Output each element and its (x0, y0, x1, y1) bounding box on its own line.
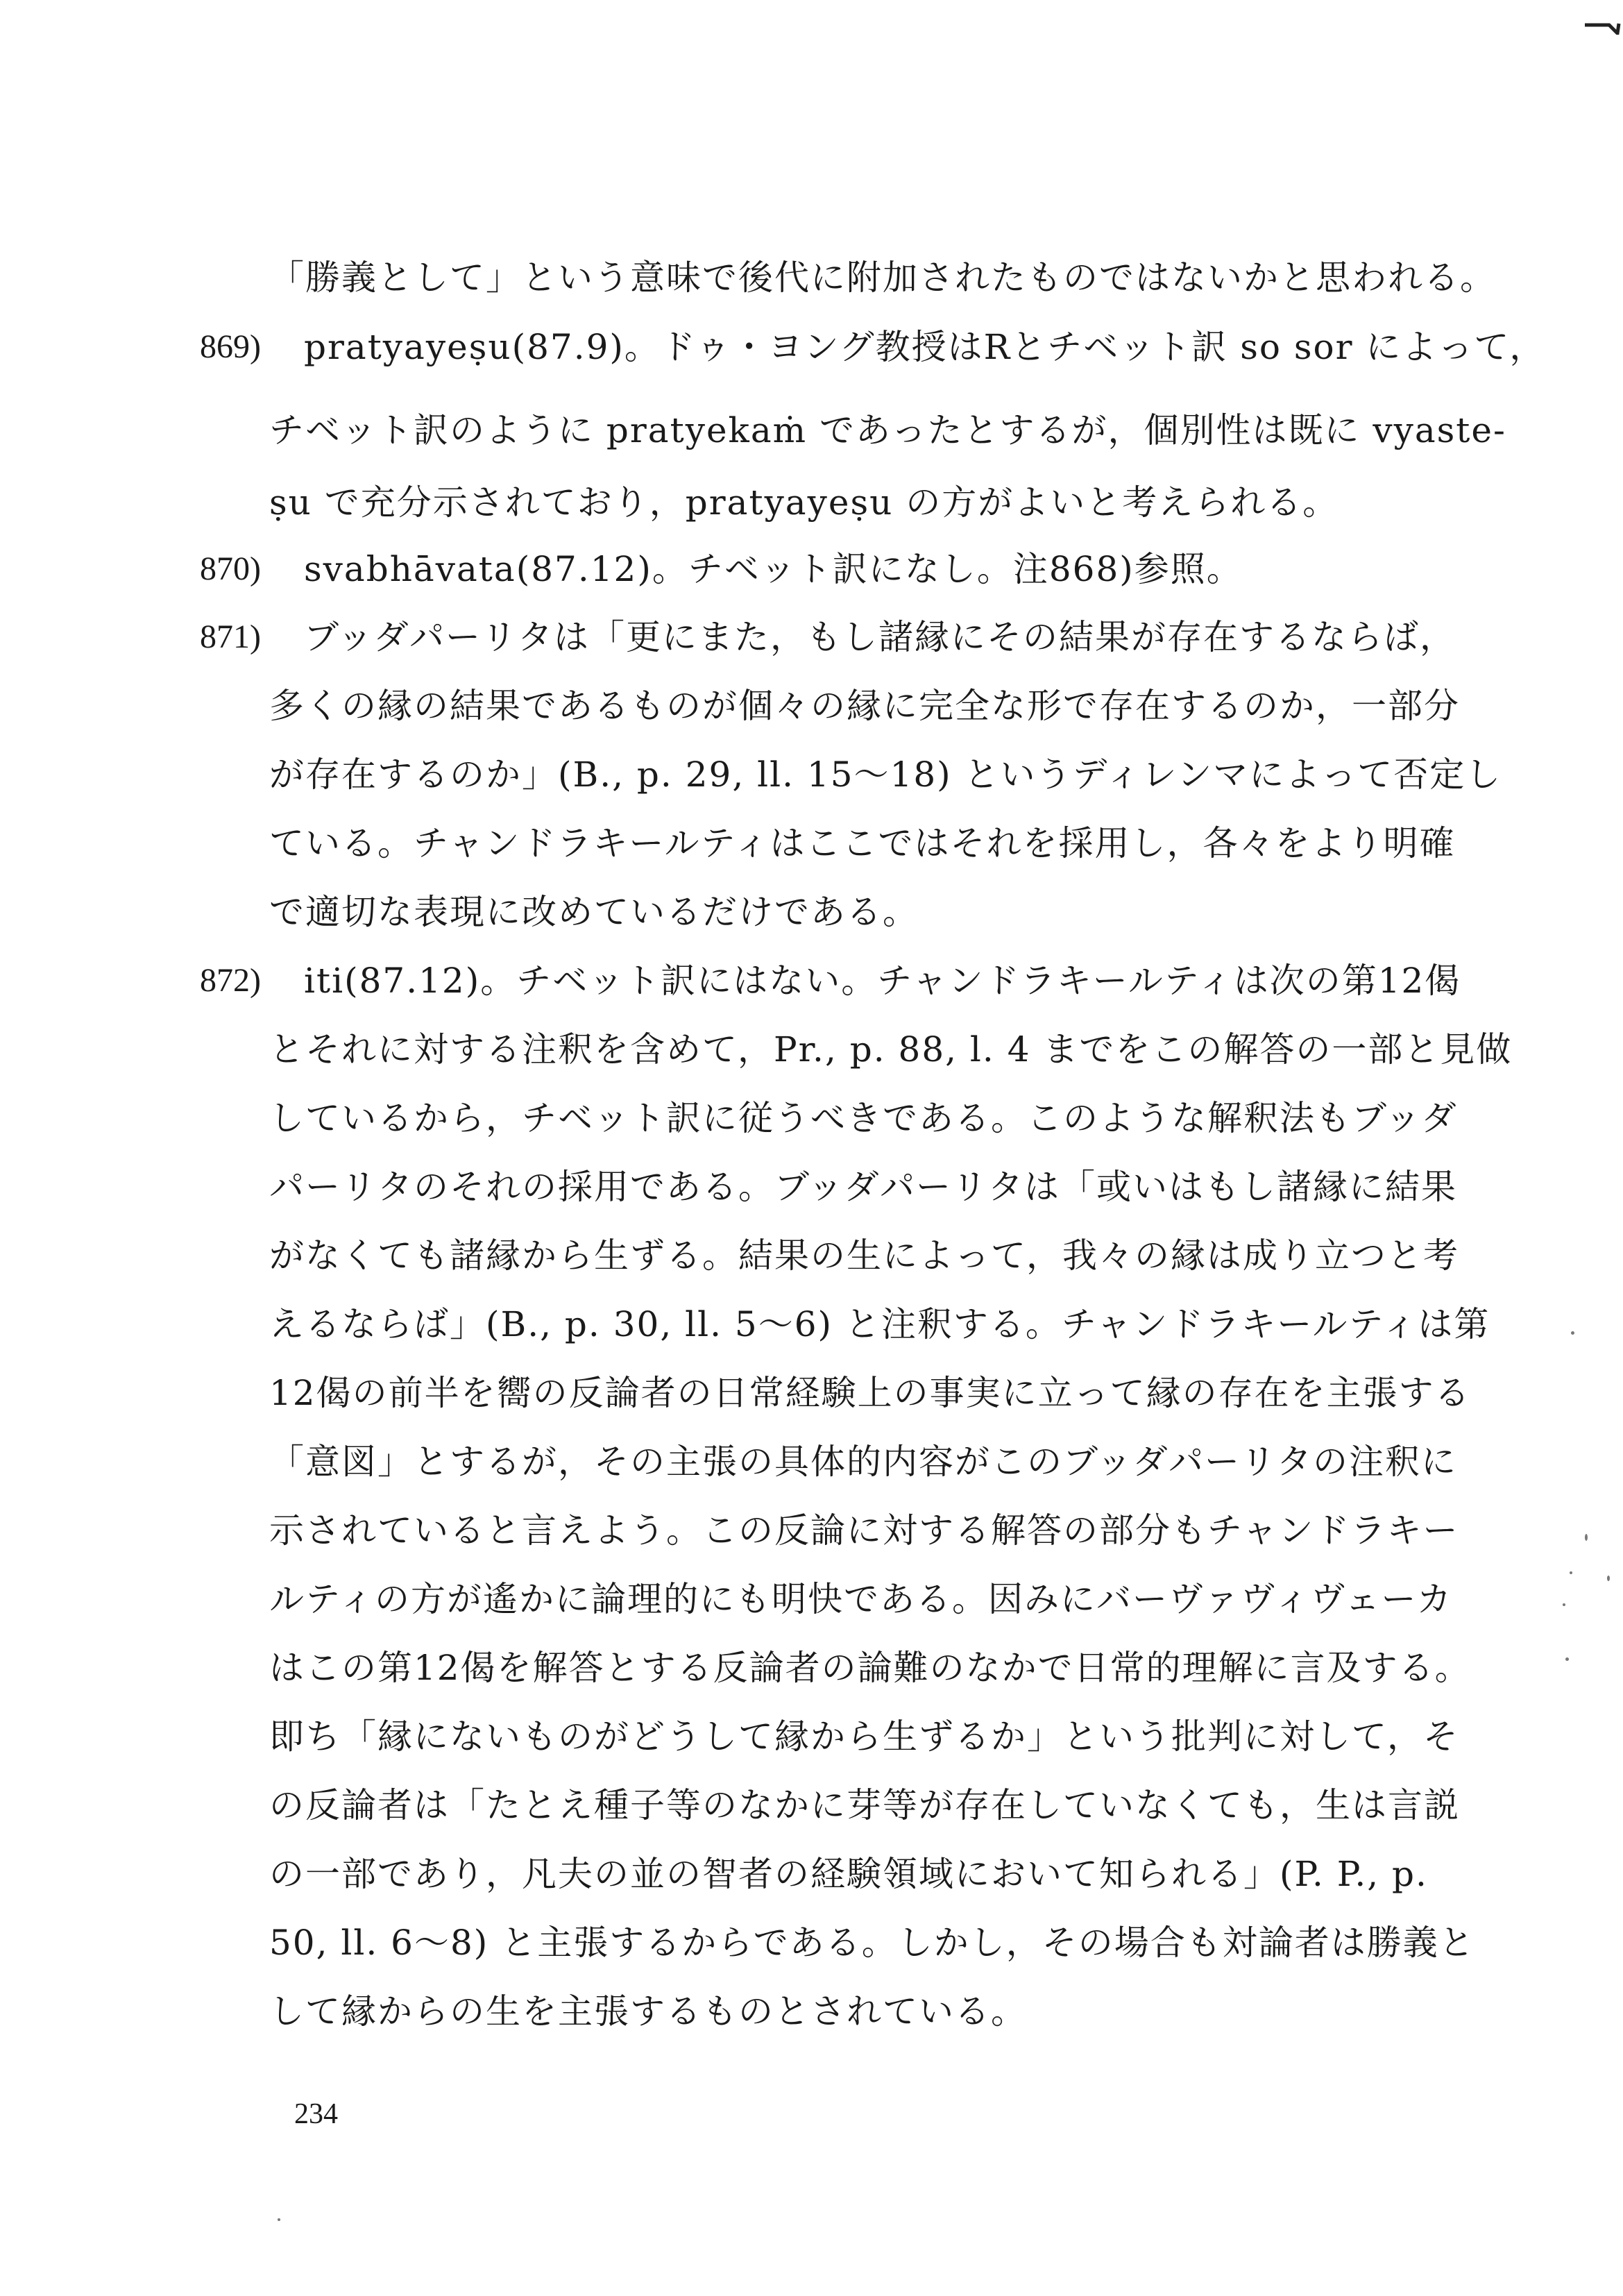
note-number-870: 870) (200, 550, 261, 587)
note-872-line-7: 12偈の前半を嚮の反論者の日常経験上の事実に立って縁の存在を主張する (269, 1373, 1471, 1413)
note-872-line-10: ルティの方が遙かに論理的にも明快である。因みにバーヴァヴィヴェーカ (269, 1579, 1453, 1619)
note-871-line-1: ブッダパーリタは「更にまた，もし諸縁にその結果が存在するならば， (304, 617, 1456, 657)
note-872-line-6: えるならば」(B., p. 30, ll. 5～6) と注釈する。チャンドラキールティは第 (269, 1304, 1490, 1344)
note-871-line-5: で適切な表現に改めているだけである。 (269, 892, 919, 932)
note-871-line-3: が存在するのか」(B., p. 29, ll. 15～18) というディレンマによって否定し (269, 754, 1502, 795)
note-872-line-5: がなくても諸縁から生ずる。結果の生によって，我々の縁は成り立つと考 (269, 1235, 1459, 1276)
note-872-line-16: して縁からの生を主張するものとされている。 (269, 1991, 1027, 2032)
note-872-line-2: とそれに対する注釈を含めて，Pr., p. 88, l. 4 までをこの解答の一部と見做 (269, 1029, 1513, 1070)
note-872-line-14: の一部であり，凡夫の並の智者の経験領域において知られる」(P. P., p. (269, 1854, 1428, 1894)
scan-corner-mark (1581, 21, 1623, 35)
scan-speck (1571, 1331, 1574, 1335)
note-872-line-11: はこの第12偈を解答とする反論者の論難のなかで日常的理解に言及する。 (269, 1648, 1471, 1688)
scan-speck (1570, 1571, 1572, 1574)
note-872-line-4: パーリタのそれの採用である。ブッダパーリタは「或いはもし諸縁に結果 (269, 1167, 1457, 1207)
note-872-line-1: iti(87.12)。チベット訳にはない。チャンドラキールティは次の第12偈 (304, 961, 1461, 1001)
scan-speck (278, 2218, 280, 2221)
scan-speck (1607, 1576, 1610, 1581)
note-number-871: 871) (200, 618, 261, 655)
note-872-line-3: しているから，チベット訳に従うべきである。このような解釈法もブッダ (269, 1098, 1458, 1138)
note-871-line-4: ている。チャンドラキールティはここではそれを採用し，各々をより明確 (269, 823, 1456, 863)
note-869-line-2: チベット訳のように pratyekaṁ であったとするが，個別性は既に vyaste- (269, 410, 1506, 450)
intro-line: 「勝義として」という意味で後代に附加されたものではないかと思われる。 (269, 258, 1496, 298)
note-872-line-8: 「意図」とするが，その主張の具体的内容がこのブッダパーリタの注釈に (269, 1442, 1457, 1482)
note-869-line-3: ṣu で充分示されており，pratyayeṣu の方がよいと考えられる。 (269, 482, 1339, 523)
scan-speck (1565, 1657, 1569, 1661)
note-870-line-1: svabhāvata(87.12)。チベット訳になし。注868)参照。 (304, 549, 1243, 589)
note-869-line-1: pratyayeṣu(87.9)。ドゥ・ヨング教授はRとチベット訳 so sor によって， (304, 327, 1546, 367)
note-872-line-9: 示されていると言えよう。この反論に対する解答の部分もチャンドラキー (269, 1510, 1459, 1551)
scan-speck (1563, 1603, 1565, 1606)
note-872-line-13: の反論者は「たとえ種子等のなかに芽等が存在していなくても，生は言説 (269, 1785, 1460, 1825)
note-872-line-12: 即ち「縁にないものがどうして縁から生ずるか」という批判に対して，そ (269, 1716, 1459, 1757)
note-872-line-15: 50, ll. 6～8) と主張するからである。しかし，その場合も対論者は勝義と (269, 1923, 1475, 1963)
note-number-869: 869) (200, 328, 261, 365)
note-871-line-2: 多くの縁の結果であるものが個々の縁に完全な形で存在するのか，一部分 (269, 686, 1460, 726)
scan-speck (1585, 1534, 1588, 1541)
note-number-872: 872) (200, 962, 261, 999)
page-number: 234 (294, 2098, 338, 2130)
